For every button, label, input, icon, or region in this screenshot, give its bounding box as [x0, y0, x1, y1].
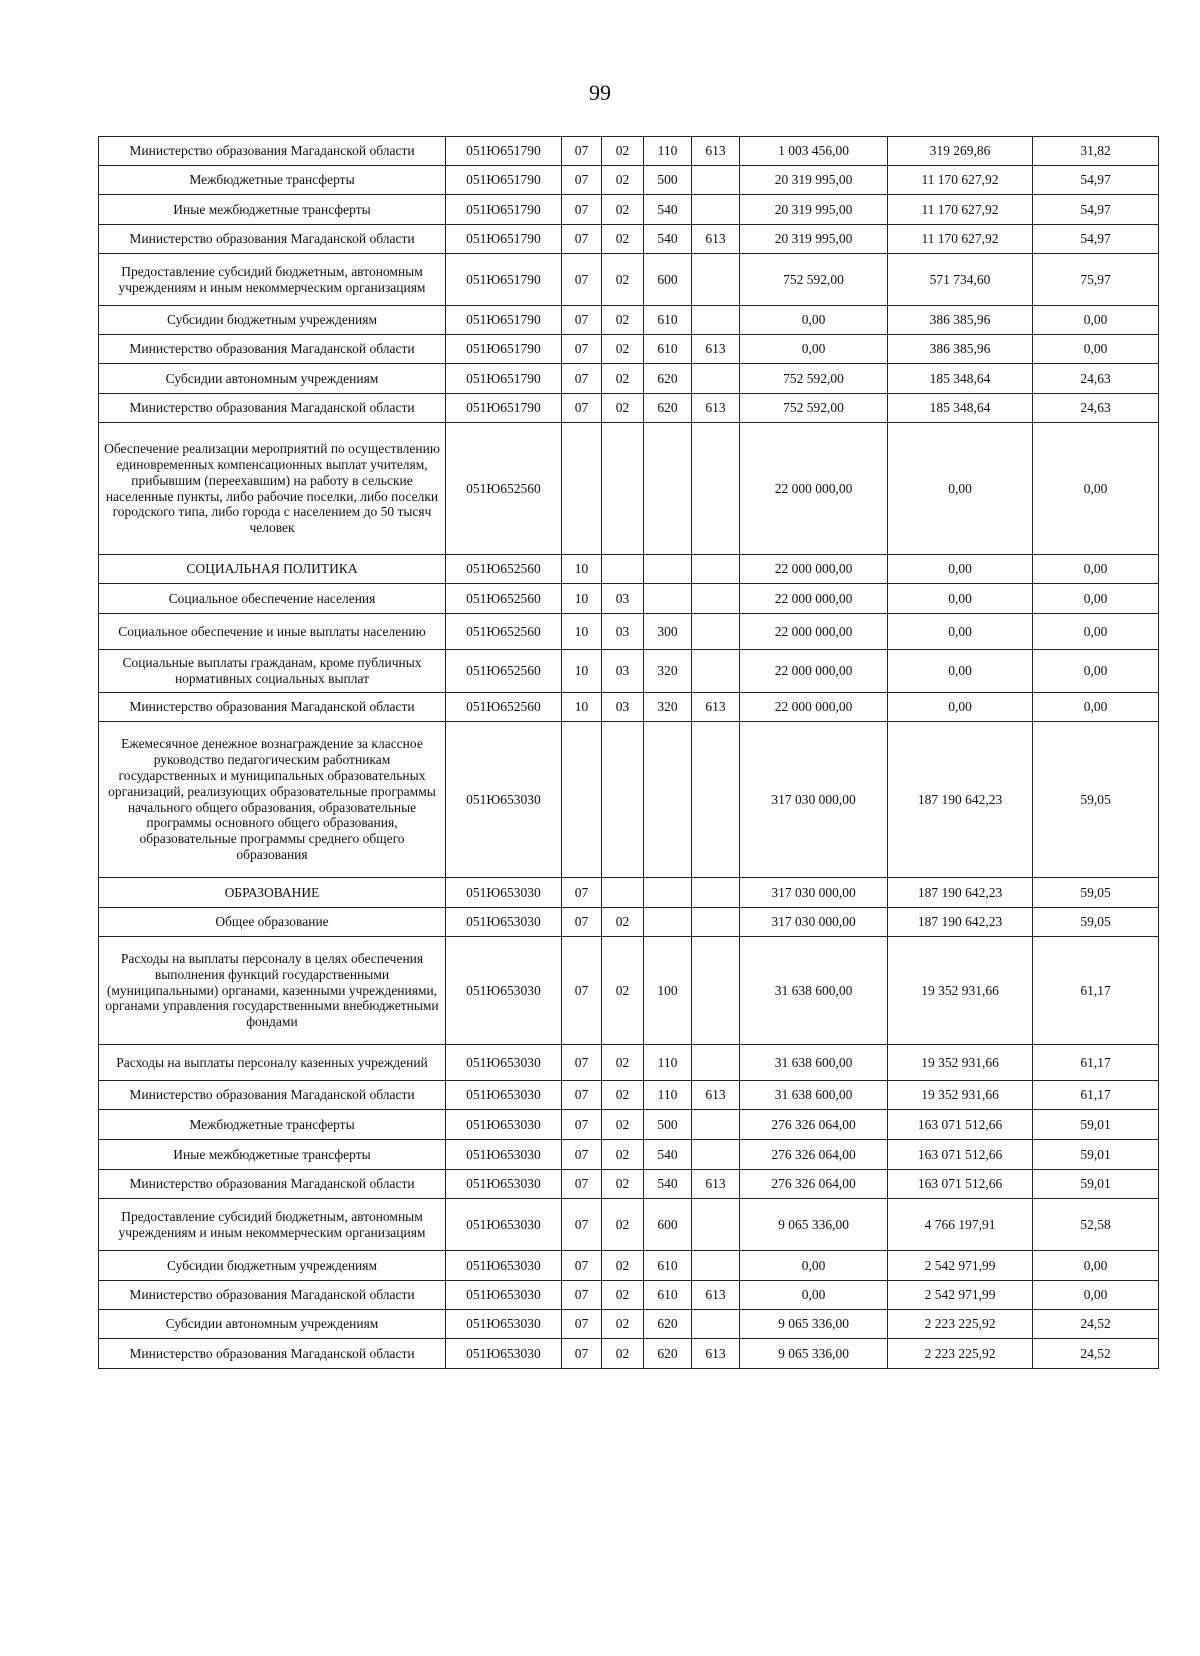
table-row [99, 195, 1159, 225]
row-name-cell: Межбюджетные трансферты [99, 166, 446, 195]
row-csr-cell: 051Ю653030 [446, 1339, 562, 1369]
table-row [99, 1199, 1159, 1251]
row-section-cell: 07 [562, 137, 602, 166]
row-percent-cell: 59,01 [1033, 1110, 1159, 1140]
row-csr-cell: 051Ю653030 [446, 1081, 562, 1110]
row-percent-cell: 0,00 [1033, 614, 1159, 650]
row-plan-cell: 317 030 000,00 [740, 722, 888, 878]
row-percent-cell: 61,17 [1033, 1045, 1159, 1081]
row-percent-cell: 59,01 [1033, 1140, 1159, 1170]
row-plan-cell: 276 326 064,00 [740, 1110, 888, 1140]
row-plan-cell: 9 065 336,00 [740, 1310, 888, 1339]
row-section-cell: 07 [562, 335, 602, 364]
row-name-cell: Обеспечение реализации мероприятий по осуществлению единовременных компенсационных выплат учителям, прибывшим (переехавшим) на работу в сельские населенные пункты, либо рабочие поселки, либо поселки городского типа, либо города с населением до 50 тысяч человек [99, 423, 446, 555]
row-vr-cell: 600 [644, 1199, 692, 1251]
row-grbs-cell [692, 1251, 740, 1281]
row-executed-cell: 2 223 225,92 [888, 1339, 1033, 1369]
row-csr-cell: 051Ю653030 [446, 1281, 562, 1310]
row-section-cell: 07 [562, 1140, 602, 1170]
row-percent-cell: 0,00 [1033, 306, 1159, 335]
table-row [99, 1281, 1159, 1310]
row-section-cell: 10 [562, 650, 602, 693]
row-subsection-cell: 02 [602, 254, 644, 306]
row-executed-cell: 0,00 [888, 693, 1033, 722]
row-vr-cell: 100 [644, 937, 692, 1045]
row-percent-cell: 0,00 [1033, 650, 1159, 693]
row-vr-cell: 540 [644, 225, 692, 254]
row-subsection-cell: 02 [602, 1310, 644, 1339]
row-executed-cell: 187 190 642,23 [888, 908, 1033, 937]
row-executed-cell: 11 170 627,92 [888, 166, 1033, 195]
table-row [99, 1045, 1159, 1081]
row-name-cell: Министерство образования Магаданской области [99, 1339, 446, 1369]
row-executed-cell: 11 170 627,92 [888, 225, 1033, 254]
row-section-cell: 07 [562, 1199, 602, 1251]
row-csr-cell: 051Ю653030 [446, 1170, 562, 1199]
row-section-cell: 07 [562, 1281, 602, 1310]
row-plan-cell: 276 326 064,00 [740, 1140, 888, 1170]
row-section-cell: 07 [562, 1339, 602, 1369]
row-grbs-cell: 613 [692, 1170, 740, 1199]
row-grbs-cell [692, 1310, 740, 1339]
row-name-cell: Предоставление субсидий бюджетным, автономным учреждениям и иным некоммерческим организациям [99, 254, 446, 306]
row-name-cell: Субсидии автономным учреждениям [99, 364, 446, 394]
row-grbs-cell [692, 1045, 740, 1081]
row-subsection-cell [602, 423, 644, 555]
row-name-cell: Ежемесячное денежное вознаграждение за классное руководство педагогическим работникам государственных и муниципальных образовательных организаций, реализующих образовательные программы начального общего образования, образовательные программы основного общего образования, образовательные программы среднего общего образования [99, 722, 446, 878]
row-plan-cell: 22 000 000,00 [740, 584, 888, 614]
row-grbs-cell [692, 1199, 740, 1251]
row-subsection-cell: 02 [602, 306, 644, 335]
row-percent-cell: 59,05 [1033, 908, 1159, 937]
row-csr-cell: 051Ю652560 [446, 555, 562, 584]
row-executed-cell: 386 385,96 [888, 335, 1033, 364]
row-executed-cell: 2 223 225,92 [888, 1310, 1033, 1339]
row-grbs-cell [692, 1110, 740, 1140]
row-subsection-cell: 02 [602, 1045, 644, 1081]
row-section-cell: 07 [562, 878, 602, 908]
row-grbs-cell: 613 [692, 225, 740, 254]
row-vr-cell: 620 [644, 1339, 692, 1369]
row-subsection-cell: 02 [602, 335, 644, 364]
row-subsection-cell: 03 [602, 693, 644, 722]
row-vr-cell: 540 [644, 195, 692, 225]
row-name-cell: СОЦИАЛЬНАЯ ПОЛИТИКА [99, 555, 446, 584]
row-name-cell: Министерство образования Магаданской области [99, 137, 446, 166]
row-vr-cell: 620 [644, 364, 692, 394]
row-plan-cell: 22 000 000,00 [740, 555, 888, 584]
row-percent-cell: 24,63 [1033, 364, 1159, 394]
row-csr-cell: 051Ю653030 [446, 1045, 562, 1081]
row-plan-cell: 0,00 [740, 1281, 888, 1310]
row-subsection-cell [602, 722, 644, 878]
row-name-cell: Социальные выплаты гражданам, кроме публичных нормативных социальных выплат [99, 650, 446, 693]
row-percent-cell: 24,63 [1033, 394, 1159, 423]
row-subsection-cell: 02 [602, 195, 644, 225]
row-name-cell: Министерство образования Магаданской области [99, 394, 446, 423]
row-vr-cell: 610 [644, 1251, 692, 1281]
row-csr-cell: 051Ю652560 [446, 584, 562, 614]
table-row [99, 254, 1159, 306]
row-section-cell: 07 [562, 306, 602, 335]
row-subsection-cell [602, 555, 644, 584]
row-section-cell: 07 [562, 908, 602, 937]
row-plan-cell: 317 030 000,00 [740, 878, 888, 908]
row-csr-cell: 051Ю653030 [446, 908, 562, 937]
row-subsection-cell: 02 [602, 1281, 644, 1310]
row-percent-cell: 0,00 [1033, 335, 1159, 364]
row-vr-cell: 110 [644, 1045, 692, 1081]
table-row [99, 650, 1159, 693]
row-csr-cell: 051Ю651790 [446, 394, 562, 423]
row-subsection-cell: 02 [602, 937, 644, 1045]
table-row [99, 364, 1159, 394]
row-name-cell: Расходы на выплаты персоналу казенных учреждений [99, 1045, 446, 1081]
row-subsection-cell: 02 [602, 137, 644, 166]
row-section-cell: 10 [562, 693, 602, 722]
row-csr-cell: 051Ю652560 [446, 650, 562, 693]
row-subsection-cell: 02 [602, 908, 644, 937]
table-row [99, 225, 1159, 254]
table-row [99, 1140, 1159, 1170]
row-csr-cell: 051Ю653030 [446, 878, 562, 908]
row-subsection-cell: 02 [602, 1110, 644, 1140]
row-subsection-cell: 02 [602, 1339, 644, 1369]
row-subsection-cell: 02 [602, 1081, 644, 1110]
row-plan-cell: 1 003 456,00 [740, 137, 888, 166]
row-name-cell: Межбюджетные трансферты [99, 1110, 446, 1140]
row-section-cell: 07 [562, 937, 602, 1045]
row-name-cell: Субсидии бюджетным учреждениям [99, 1251, 446, 1281]
row-csr-cell: 051Ю653030 [446, 722, 562, 878]
row-csr-cell: 051Ю651790 [446, 254, 562, 306]
row-percent-cell: 24,52 [1033, 1339, 1159, 1369]
row-name-cell: ОБРАЗОВАНИЕ [99, 878, 446, 908]
row-percent-cell: 0,00 [1033, 1281, 1159, 1310]
row-executed-cell: 319 269,86 [888, 137, 1033, 166]
row-csr-cell: 051Ю653030 [446, 1310, 562, 1339]
row-executed-cell: 187 190 642,23 [888, 722, 1033, 878]
row-plan-cell: 31 638 600,00 [740, 1045, 888, 1081]
row-name-cell: Иные межбюджетные трансферты [99, 1140, 446, 1170]
table-row [99, 1310, 1159, 1339]
row-csr-cell: 051Ю652560 [446, 693, 562, 722]
row-vr-cell: 540 [644, 1170, 692, 1199]
row-percent-cell: 54,97 [1033, 225, 1159, 254]
row-grbs-cell: 613 [692, 394, 740, 423]
row-executed-cell: 4 766 197,91 [888, 1199, 1033, 1251]
row-executed-cell: 0,00 [888, 650, 1033, 693]
row-vr-cell: 110 [644, 1081, 692, 1110]
row-executed-cell: 0,00 [888, 423, 1033, 555]
row-executed-cell: 185 348,64 [888, 364, 1033, 394]
row-name-cell: Министерство образования Магаданской области [99, 1170, 446, 1199]
table-row [99, 423, 1159, 555]
row-name-cell: Расходы на выплаты персоналу в целях обеспечения выполнения функций государственными (муниципальными) органами, казенными учреждениями, органами управления государственными внебюджетными фондами [99, 937, 446, 1045]
row-section-cell: 07 [562, 1251, 602, 1281]
row-section-cell: 07 [562, 1110, 602, 1140]
row-grbs-cell: 613 [692, 693, 740, 722]
row-csr-cell: 051Ю651790 [446, 335, 562, 364]
row-section-cell: 07 [562, 166, 602, 195]
table-row [99, 614, 1159, 650]
row-section-cell: 07 [562, 1310, 602, 1339]
row-executed-cell: 386 385,96 [888, 306, 1033, 335]
row-vr-cell: 110 [644, 137, 692, 166]
row-csr-cell: 051Ю651790 [446, 225, 562, 254]
row-executed-cell: 0,00 [888, 614, 1033, 650]
table-row [99, 878, 1159, 908]
budget-table-body [99, 137, 1159, 1369]
row-executed-cell: 2 542 971,99 [888, 1251, 1033, 1281]
row-executed-cell: 163 071 512,66 [888, 1110, 1033, 1140]
row-csr-cell: 051Ю651790 [446, 166, 562, 195]
row-subsection-cell: 02 [602, 1199, 644, 1251]
row-section-cell: 07 [562, 1045, 602, 1081]
row-percent-cell: 24,52 [1033, 1310, 1159, 1339]
row-percent-cell: 61,17 [1033, 937, 1159, 1045]
row-vr-cell [644, 878, 692, 908]
row-name-cell: Министерство образования Магаданской области [99, 225, 446, 254]
row-section-cell: 07 [562, 1170, 602, 1199]
row-csr-cell: 051Ю653030 [446, 1199, 562, 1251]
row-csr-cell: 051Ю652560 [446, 423, 562, 555]
row-grbs-cell [692, 937, 740, 1045]
row-plan-cell: 9 065 336,00 [740, 1339, 888, 1369]
row-percent-cell: 61,17 [1033, 1081, 1159, 1110]
row-vr-cell [644, 722, 692, 878]
row-name-cell: Предоставление субсидий бюджетным, автономным учреждениям и иным некоммерческим организациям [99, 1199, 446, 1251]
row-plan-cell: 22 000 000,00 [740, 693, 888, 722]
row-grbs-cell [692, 195, 740, 225]
row-vr-cell [644, 584, 692, 614]
row-grbs-cell [692, 166, 740, 195]
row-percent-cell: 0,00 [1033, 693, 1159, 722]
row-percent-cell: 0,00 [1033, 555, 1159, 584]
table-row [99, 908, 1159, 937]
row-percent-cell: 59,05 [1033, 878, 1159, 908]
table-row [99, 937, 1159, 1045]
row-vr-cell: 320 [644, 693, 692, 722]
row-name-cell: Министерство образования Магаданской области [99, 335, 446, 364]
row-section-cell: 07 [562, 1081, 602, 1110]
row-section-cell: 10 [562, 584, 602, 614]
row-grbs-cell [692, 584, 740, 614]
row-csr-cell: 051Ю653030 [446, 1140, 562, 1170]
row-percent-cell: 54,97 [1033, 195, 1159, 225]
row-grbs-cell [692, 555, 740, 584]
row-vr-cell: 620 [644, 394, 692, 423]
table-row [99, 166, 1159, 195]
table-row [99, 137, 1159, 166]
row-percent-cell: 59,01 [1033, 1170, 1159, 1199]
row-vr-cell: 610 [644, 335, 692, 364]
row-percent-cell: 75,97 [1033, 254, 1159, 306]
row-percent-cell: 52,58 [1033, 1199, 1159, 1251]
row-plan-cell: 31 638 600,00 [740, 1081, 888, 1110]
row-plan-cell: 317 030 000,00 [740, 908, 888, 937]
row-csr-cell: 051Ю651790 [446, 137, 562, 166]
row-subsection-cell: 02 [602, 1251, 644, 1281]
row-plan-cell: 752 592,00 [740, 254, 888, 306]
row-plan-cell: 0,00 [740, 335, 888, 364]
row-grbs-cell: 613 [692, 1081, 740, 1110]
row-section-cell: 07 [562, 364, 602, 394]
table-row [99, 1110, 1159, 1140]
row-section-cell: 07 [562, 394, 602, 423]
row-subsection-cell: 03 [602, 650, 644, 693]
row-executed-cell: 163 071 512,66 [888, 1140, 1033, 1170]
row-executed-cell: 0,00 [888, 555, 1033, 584]
row-vr-cell: 620 [644, 1310, 692, 1339]
row-plan-cell: 20 319 995,00 [740, 166, 888, 195]
row-csr-cell: 051Ю651790 [446, 306, 562, 335]
row-grbs-cell [692, 722, 740, 878]
row-name-cell: Общее образование [99, 908, 446, 937]
row-vr-cell [644, 908, 692, 937]
table-row [99, 1170, 1159, 1199]
row-plan-cell: 276 326 064,00 [740, 1170, 888, 1199]
row-percent-cell: 0,00 [1033, 584, 1159, 614]
row-csr-cell: 051Ю651790 [446, 195, 562, 225]
table-row [99, 335, 1159, 364]
row-vr-cell: 610 [644, 306, 692, 335]
table-row [99, 306, 1159, 335]
row-grbs-cell [692, 650, 740, 693]
row-name-cell: Министерство образования Магаданской области [99, 1081, 446, 1110]
row-plan-cell: 752 592,00 [740, 394, 888, 423]
table-row [99, 394, 1159, 423]
row-subsection-cell: 03 [602, 614, 644, 650]
row-section-cell [562, 722, 602, 878]
row-vr-cell: 500 [644, 1110, 692, 1140]
row-percent-cell: 0,00 [1033, 1251, 1159, 1281]
row-grbs-cell: 613 [692, 137, 740, 166]
row-grbs-cell [692, 614, 740, 650]
row-csr-cell: 051Ю653030 [446, 1110, 562, 1140]
row-name-cell: Министерство образования Магаданской области [99, 693, 446, 722]
row-section-cell: 10 [562, 555, 602, 584]
row-vr-cell: 540 [644, 1140, 692, 1170]
row-vr-cell: 600 [644, 254, 692, 306]
row-csr-cell: 051Ю653030 [446, 937, 562, 1045]
table-row [99, 1339, 1159, 1369]
row-grbs-cell [692, 878, 740, 908]
row-csr-cell: 051Ю652560 [446, 614, 562, 650]
table-row [99, 1081, 1159, 1110]
row-executed-cell: 571 734,60 [888, 254, 1033, 306]
row-executed-cell: 185 348,64 [888, 394, 1033, 423]
row-name-cell: Министерство образования Магаданской области [99, 1281, 446, 1310]
row-percent-cell: 59,05 [1033, 722, 1159, 878]
row-vr-cell: 610 [644, 1281, 692, 1310]
row-csr-cell: 051Ю651790 [446, 364, 562, 394]
row-subsection-cell: 02 [602, 166, 644, 195]
row-grbs-cell [692, 908, 740, 937]
row-executed-cell: 19 352 931,66 [888, 937, 1033, 1045]
row-vr-cell [644, 423, 692, 555]
row-name-cell: Социальное обеспечение и иные выплаты населению [99, 614, 446, 650]
row-plan-cell: 752 592,00 [740, 364, 888, 394]
row-grbs-cell [692, 364, 740, 394]
row-name-cell: Социальное обеспечение населения [99, 584, 446, 614]
row-subsection-cell: 02 [602, 1170, 644, 1199]
row-plan-cell: 9 065 336,00 [740, 1199, 888, 1251]
row-grbs-cell: 613 [692, 1281, 740, 1310]
row-executed-cell: 19 352 931,66 [888, 1045, 1033, 1081]
row-section-cell [562, 423, 602, 555]
row-csr-cell: 051Ю653030 [446, 1251, 562, 1281]
row-subsection-cell: 03 [602, 584, 644, 614]
row-percent-cell: 0,00 [1033, 423, 1159, 555]
table-row [99, 722, 1159, 878]
row-subsection-cell [602, 878, 644, 908]
budget-table [98, 136, 1159, 1369]
row-section-cell: 07 [562, 195, 602, 225]
table-row [99, 555, 1159, 584]
row-section-cell: 07 [562, 225, 602, 254]
row-name-cell: Субсидии бюджетным учреждениям [99, 306, 446, 335]
row-name-cell: Иные межбюджетные трансферты [99, 195, 446, 225]
row-plan-cell: 20 319 995,00 [740, 195, 888, 225]
row-subsection-cell: 02 [602, 394, 644, 423]
row-grbs-cell [692, 306, 740, 335]
row-executed-cell: 0,00 [888, 584, 1033, 614]
row-plan-cell: 22 000 000,00 [740, 614, 888, 650]
row-section-cell: 10 [562, 614, 602, 650]
row-executed-cell: 19 352 931,66 [888, 1081, 1033, 1110]
row-plan-cell: 22 000 000,00 [740, 423, 888, 555]
row-section-cell: 07 [562, 254, 602, 306]
row-plan-cell: 22 000 000,00 [740, 650, 888, 693]
row-subsection-cell: 02 [602, 1140, 644, 1170]
table-row [99, 693, 1159, 722]
row-percent-cell: 54,97 [1033, 166, 1159, 195]
row-subsection-cell: 02 [602, 225, 644, 254]
row-vr-cell: 300 [644, 614, 692, 650]
row-grbs-cell: 613 [692, 335, 740, 364]
row-vr-cell: 500 [644, 166, 692, 195]
row-executed-cell: 163 071 512,66 [888, 1170, 1033, 1199]
table-row [99, 1251, 1159, 1281]
row-executed-cell: 11 170 627,92 [888, 195, 1033, 225]
row-subsection-cell: 02 [602, 364, 644, 394]
row-vr-cell: 320 [644, 650, 692, 693]
row-grbs-cell [692, 423, 740, 555]
row-percent-cell: 31,82 [1033, 137, 1159, 166]
row-grbs-cell [692, 254, 740, 306]
row-plan-cell: 0,00 [740, 1251, 888, 1281]
row-executed-cell: 187 190 642,23 [888, 878, 1033, 908]
row-plan-cell: 20 319 995,00 [740, 225, 888, 254]
row-grbs-cell: 613 [692, 1339, 740, 1369]
row-plan-cell: 31 638 600,00 [740, 937, 888, 1045]
row-executed-cell: 2 542 971,99 [888, 1281, 1033, 1310]
page-number: 99 [589, 80, 611, 105]
row-grbs-cell [692, 1140, 740, 1170]
row-name-cell: Субсидии автономным учреждениям [99, 1310, 446, 1339]
row-vr-cell [644, 555, 692, 584]
row-plan-cell: 0,00 [740, 306, 888, 335]
table-row [99, 584, 1159, 614]
